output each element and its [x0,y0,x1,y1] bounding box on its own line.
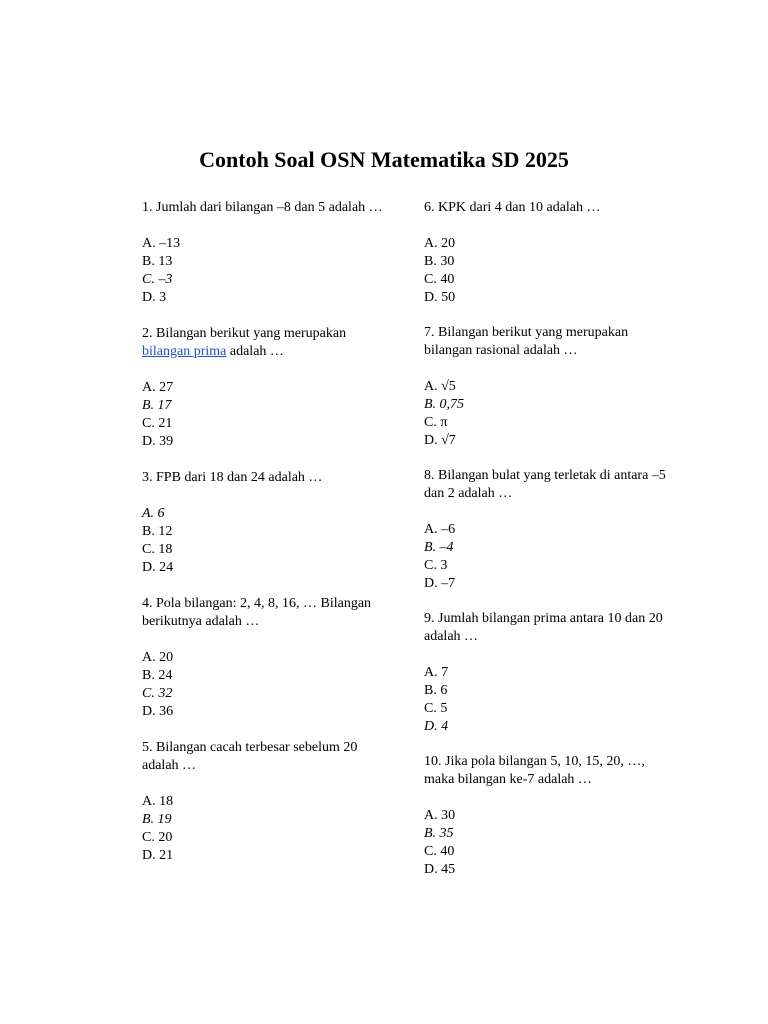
question-text: 10. Jika pola bilangan 5, 10, 15, 20, …, maka bilangan ke-7 adalah … [424,754,645,787]
option-d: D. 24 [142,560,174,575]
question-text-before: 2. Bilangan berikut yang merupakan [142,326,347,341]
option-b: B. 17 [142,398,172,413]
option-a: A. –13 [142,236,181,251]
option-d: D. 45 [424,862,456,877]
question-text: 3. FPB dari 18 dan 24 adalah … [142,470,323,485]
option-a: A. √5 [424,379,456,394]
question-1 [142,199,392,307]
question-9 [424,610,674,736]
question-text: 9. Jumlah bilangan prima antara 10 dan 20 adalah … [424,611,663,644]
question-7 [424,324,674,450]
right-column [424,199,674,896]
option-d: D. –7 [424,576,456,591]
question-text: 6. KPK dari 4 dan 10 adalah … [424,200,601,215]
question-5 [142,739,392,865]
option-b: B. 6 [424,683,448,698]
option-c: C. 18 [142,542,173,557]
option-c: C. 40 [424,844,455,859]
option-a: A. 18 [142,794,174,809]
option-c: C. 32 [142,686,173,701]
option-b: B. 0,75 [424,397,465,412]
option-d: D. 50 [424,290,456,305]
option-a: A. 6 [142,506,165,521]
option-d: D. 36 [142,704,174,719]
option-c: C. 40 [424,272,455,287]
option-b: B. 24 [142,668,173,683]
question-3 [142,469,392,577]
question-text-after: adalah … [226,344,284,359]
option-d: D. 21 [142,848,174,863]
option-a: A. 30 [424,808,456,823]
option-d: D. 4 [424,719,449,734]
option-d: D. 39 [142,434,174,449]
option-c: C. 20 [142,830,173,845]
option-c: C. 21 [142,416,173,431]
option-c: C. 3 [424,558,448,573]
option-a: A. 27 [142,380,174,395]
question-10 [424,753,674,879]
option-b: B. –4 [424,540,454,555]
question-4 [142,595,392,721]
option-b: B. 13 [142,254,173,269]
option-d: D. √7 [424,433,456,448]
question-2 [142,325,392,451]
option-a: A. 20 [424,236,456,251]
page-title: Contoh Soal OSN Matematika SD 2025 [199,147,569,172]
option-b: B. 12 [142,524,173,539]
option-d: D. 3 [142,290,167,305]
option-b: B. 35 [424,826,454,841]
question-6 [424,199,674,307]
option-c: C. 5 [424,701,448,716]
bilangan-prima-link[interactable]: bilangan prima [142,344,227,359]
option-a: A. –6 [424,522,456,537]
option-a: A. 7 [424,665,449,680]
option-a: A. 20 [142,650,174,665]
question-text: 5. Bilangan cacah terbesar sebelum 20 adalah … [142,740,358,773]
question-text: 7. Bilangan berikut yang merupakan bilangan rasional adalah … [424,325,629,358]
option-b: B. 19 [142,812,172,827]
question-8 [424,467,674,593]
option-b: B. 30 [424,254,455,269]
question-text: 4. Pola bilangan: 2, 4, 8, 16, … Bilangan berikutnya adalah … [142,596,372,629]
option-c: C. –3 [142,272,173,287]
question-text: 1. Jumlah dari bilangan –8 dan 5 adalah … [142,200,383,215]
option-c: C. π [424,415,448,430]
question-text: 8. Bilangan bulat yang terletak di antara –5 dan 2 adalah … [424,468,666,501]
left-column [142,199,392,883]
question-text [142,325,392,361]
